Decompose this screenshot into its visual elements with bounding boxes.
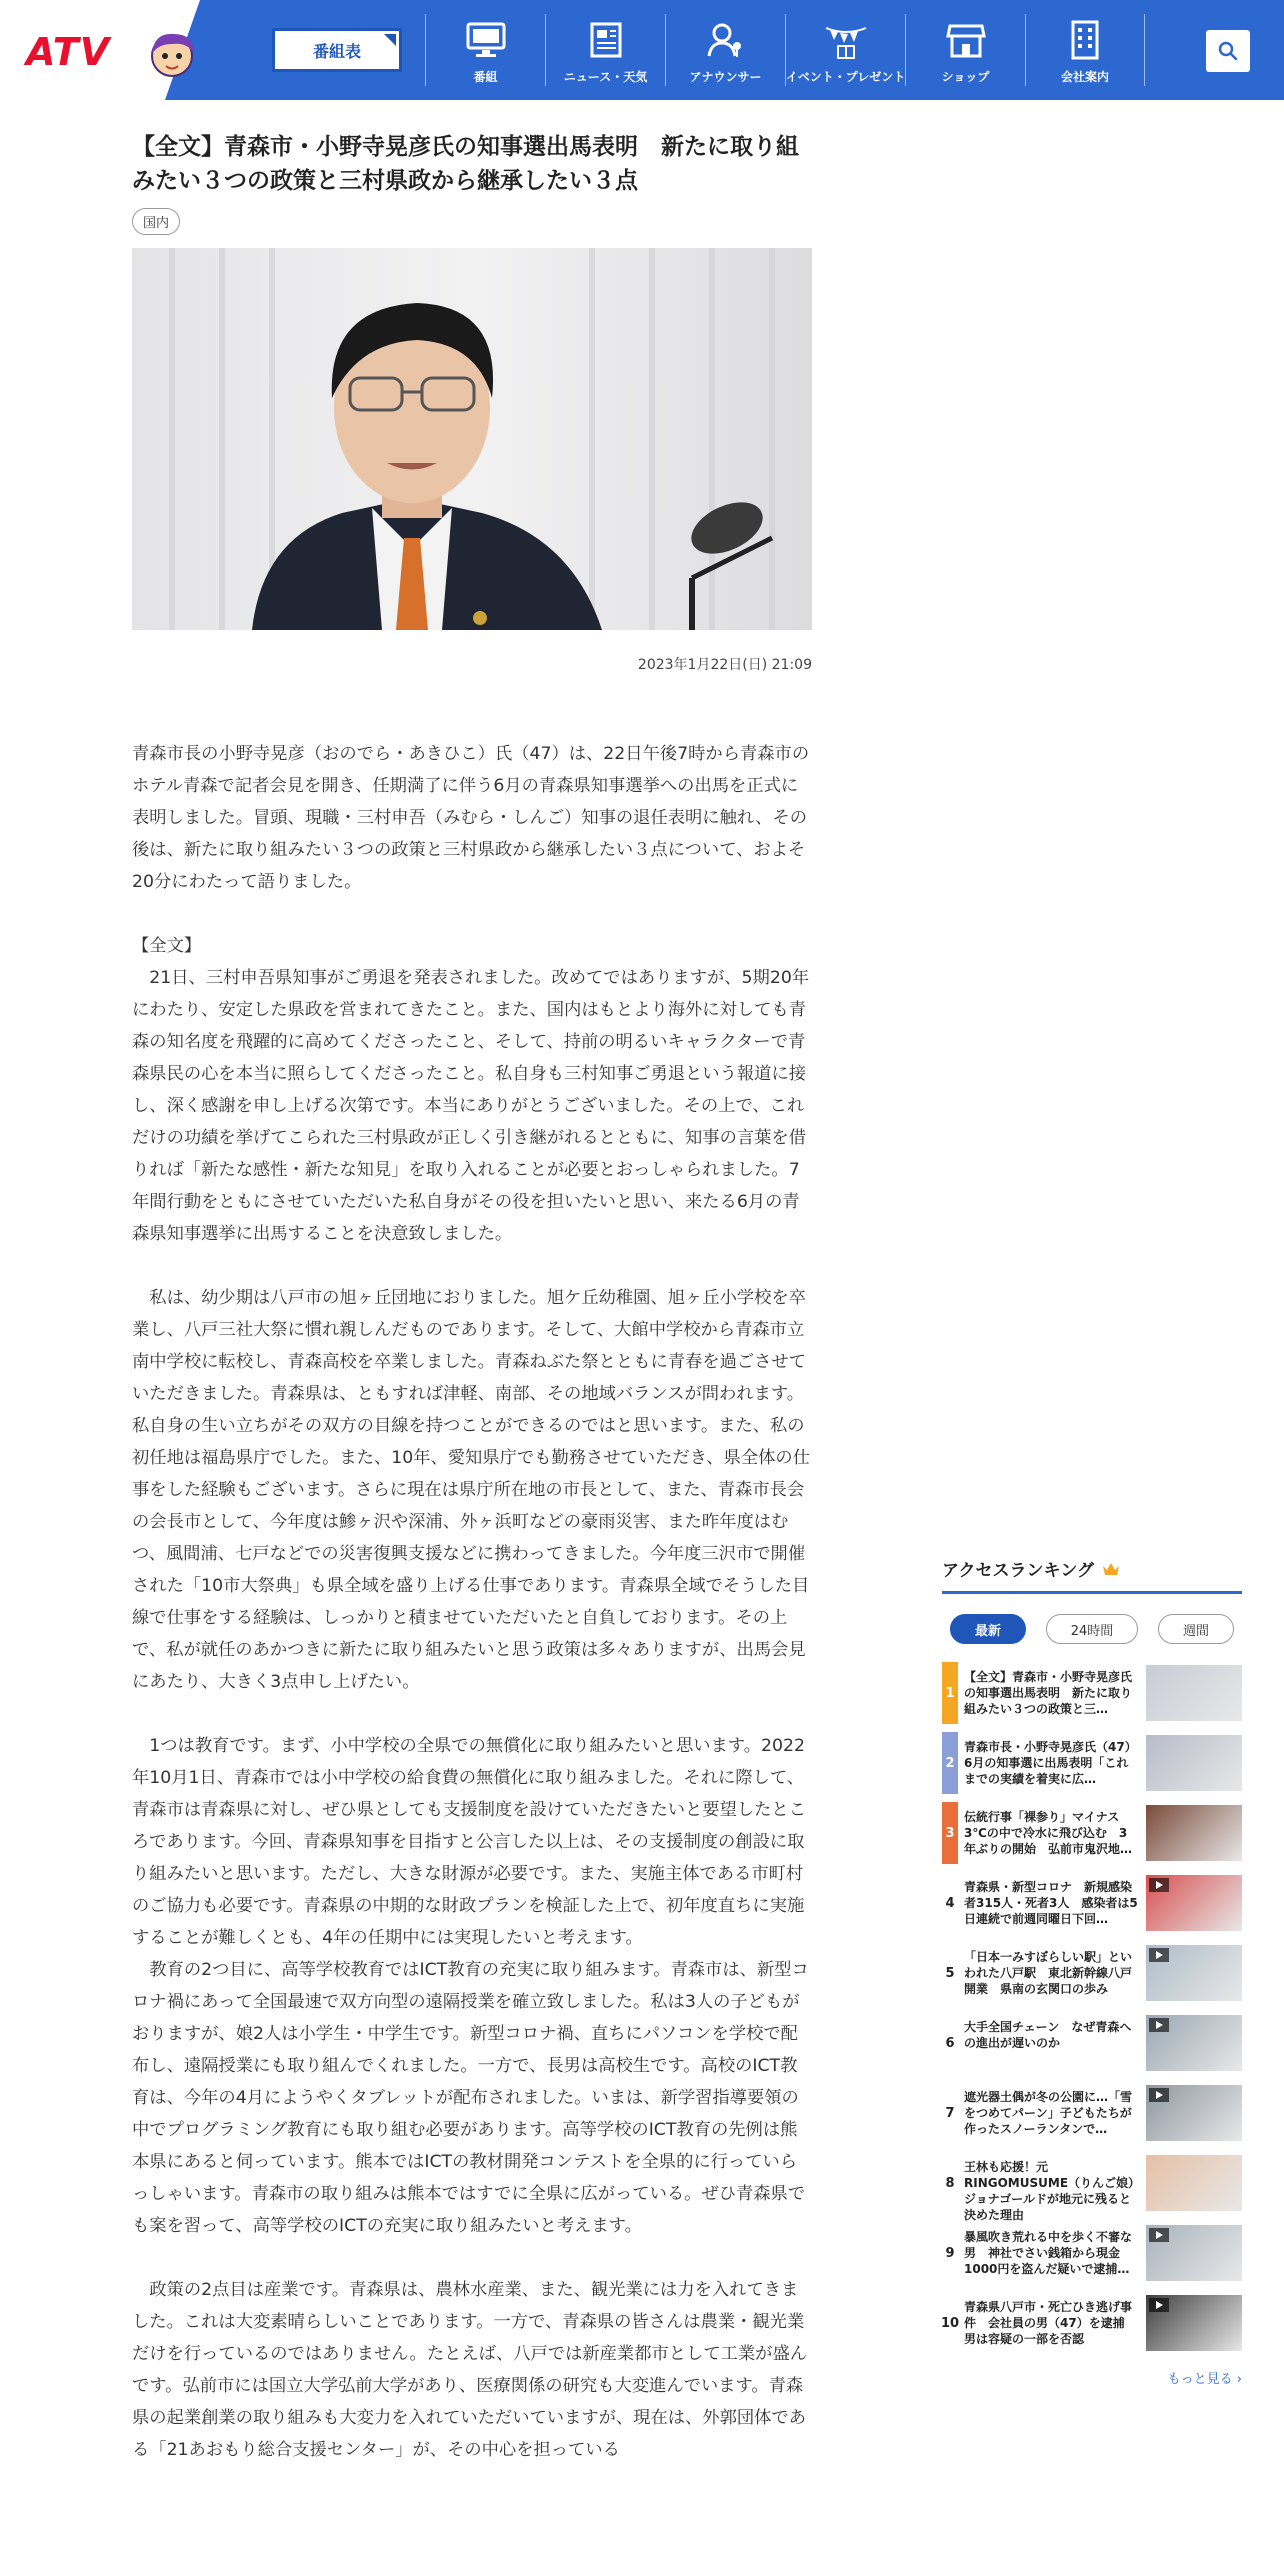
play-icon [1149, 2018, 1169, 2032]
nav-item-news-weather[interactable] [545, 14, 665, 86]
play-icon [1149, 2228, 1169, 2242]
article-paragraph: 教育の2つ目に、高等学校教育ではICT教育の充実に取り組みます。青森市は、新型コロナ禍にあって全国最速で双方向型の遠隔授業を確立致しました。私は3人の子どもがおりますが、娘2人は小学生・中学生です。新型コロナ禍、直ちにパソコンを学校で配布し、遠隔授業にも取り組んでくれました。一方で、長男は高校生です。高校のICT教育は、今年の4月にようやくタブレットが配布されました。いまは、新学習指導要領の中でプログラミング教育にも取り組む必要があります。高等学校のICT教育の先例は熊本県にあると伺っています。熊本ではICTの教材開発コンテストを全県的に行っていらっしゃいます。青森市の取り組みは熊本ではすでに全県に広がっている。ぜひ青森県でも案を習って、高等学校のICTの充実に取り組みたいと考えます。 [132, 1960, 809, 2236]
play-icon [1149, 2298, 1169, 2312]
ranking-item[interactable] [942, 1798, 1242, 1868]
rank-number: 10 [940, 2315, 960, 2331]
rank-headline: 「日本一みすぼらしい駅」といわれた八戸駅 東北新幹線八戸開業 県南の玄関口の歩み [964, 1950, 1133, 1996]
article [132, 130, 812, 2460]
publish-date: 2023年1月22日(日) 21:09 [637, 657, 812, 673]
nav-item-announcers[interactable] [665, 14, 785, 86]
rank-number: 7 [945, 2105, 955, 2121]
corner-marker [384, 34, 396, 46]
rank-thumbnail [1146, 1875, 1242, 1931]
ranking-item[interactable] [942, 2008, 1242, 2078]
rank-number: 4 [945, 1895, 955, 1911]
tab-latest[interactable]: 最新 [950, 1614, 1026, 1644]
article-body [132, 738, 812, 2498]
nav-label: ニュース・天気 [563, 70, 648, 84]
rank-number: 2 [942, 1732, 958, 1794]
rank-thumbnail [1146, 2015, 1242, 2071]
nav-item-shop[interactable] [905, 14, 1025, 86]
atv-logo[interactable] [26, 22, 206, 82]
access-ranking [942, 1556, 1242, 2387]
rank-thumbnail [1146, 1805, 1242, 1861]
rank-thumbnail [1146, 2295, 1242, 2351]
rank-number: 8 [945, 2175, 955, 2191]
rank-headline: 青森県八戸市・死亡ひき逃げ事件 会社員の男（47）を逮捕 男は容疑の一部を否認 [964, 2300, 1137, 2346]
announcer-icon [704, 18, 748, 62]
more-label: もっと見る [1167, 2372, 1233, 2387]
article-photo [132, 248, 812, 630]
search-icon [1217, 40, 1239, 62]
article-paragraph: 1つは教育です。まず、小中学校の全県での無償化に取り組みたいと思います。2022年10月1日、青森市では小中学校の給食費の無償化に取り組みました。それに際して、青森市は青森県に対し、ぜひ県としても支援制度を設けていただきたいと要望したところであります。今回、青森県知事を目指すと公言した以上は、その支援制度の創設に取り組みたいと思います。ただし、大きな財源が必要です。また、実施主体である市町村のご協力も必要です。青森県の中期的な財政プランを検証した上で、初年度直ちに実施することが難しくとも、4年の任期中には実現したいと考えます。 [132, 1736, 806, 1948]
ranking-heading [942, 1556, 1242, 1594]
rank-headline: 伝統行事「裸参り」マイナス3℃の中で冷水に飛び込む 3年ぶりの開始 弘前市鬼沢地… [964, 1810, 1133, 1856]
nav-label: イベント・プレゼント [785, 70, 906, 84]
mascot-icon [144, 26, 200, 82]
ranking-item[interactable] [942, 1938, 1242, 2008]
search-button[interactable] [1206, 30, 1250, 72]
article-paragraph: 私は、幼少期は八戸市の旭ヶ丘団地におりました。旭ケ丘幼稚園、旭ヶ丘小学校を卒業し、八戸三社大祭に慣れ親しんだものであります。そして、大館中学校から青森市立南中学校に転校し、青森高校を卒業しました。青森ねぶた祭とともに青春を過ごさせていただきました。青森県は、ともすれば津軽、南部、その地域バランスが問われます。私自身の生い立ちがその双方の目線を持つことができるのではと思います。また、私の初任地は福島県庁でした。また、10年、愛知県庁でも勤務させていただき、県全体の仕事をした経験もございます。さらに現在は県庁所在地の市長として、また、青森市長会の会長市として、今年度は鯵ヶ沢や深浦、外ヶ浜町などの豪雨災害、また昨年度はむつ、風間浦、七戸などでの災害復興支援などに携わってきました。今年度三沢市で開催された「10市大祭典」も県全域を盛り上げる仕事であります。青森県全域でそうした目線で仕事をする経験は、しっかりと積ませていただいたと自負しております。その上で、私が就任のあかつきに新たに取り組みたいと思う政策は多々ありますが、出馬会見にあたり、大きく3点申し上げたい。 [132, 1288, 810, 1692]
program-guide-button[interactable] [272, 28, 402, 72]
nav-label: ショップ [941, 70, 990, 84]
rank-headline: 青森市長・小野寺晃彦氏（47）6月の知事選に出馬表明「これまでの実績を着実に広… [964, 1740, 1137, 1786]
main-nav [425, 14, 1145, 86]
rank-headline: 王林も応援！元RINGOMUSUME（りんご娘）ジョナゴールドが地元に残ると決めた理由 [964, 2160, 1135, 2222]
ranking-title: アクセスランキング [942, 1561, 1094, 1581]
site-header [0, 0, 1284, 100]
rank-number: 3 [942, 1802, 958, 1864]
tv-icon [464, 18, 508, 62]
press-conference-image [132, 248, 812, 630]
rank-thumbnail [1146, 1945, 1242, 2001]
nav-label: 番組 [473, 70, 498, 84]
event-flag-icon [824, 18, 868, 62]
building-icon [1063, 18, 1107, 62]
ranking-tabs [942, 1614, 1242, 1644]
ranking-item[interactable] [942, 2078, 1242, 2148]
tab-weekly[interactable]: 週間 [1158, 1614, 1234, 1644]
ranking-item[interactable] [942, 2148, 1242, 2222]
nav-item-programs[interactable] [425, 14, 545, 86]
play-icon [1149, 1878, 1169, 1892]
newspaper-icon [584, 18, 628, 62]
rank-number: 9 [945, 2245, 955, 2261]
rank-headline: 大手全国チェーン なぜ青森への進出が遅いのか [964, 2020, 1132, 2050]
nav-item-events[interactable] [785, 14, 905, 86]
nav-item-company[interactable] [1025, 14, 1145, 86]
rank-thumbnail [1146, 2225, 1242, 2281]
ranking-list [942, 1658, 1242, 2358]
more-link[interactable] [942, 2368, 1242, 2387]
ranking-item[interactable] [942, 2288, 1242, 2358]
article-paragraph: 政策の2点目は産業です。青森県は、農林水産業、また、観光業には力を入れてきました。これは大変素晴らしいことであります。一方で、青森県の皆さんは農業・観光業だけを行っているのではありません。たとえば、八戸では新産業都市として工業が盛んです。弘前市には国立大学弘前大学があり、医療関係の研究も大変進んでいます。青森県の起業創業の取り組みも大変力を入れていただいていますが、現在は、外郭団体である「21あおもり総合支援センター」が、その中心を担っている [132, 2280, 808, 2460]
rank-thumbnail [1146, 1735, 1242, 1791]
nav-label: 会社案内 [1060, 70, 1109, 84]
rank-headline: 青森県・新型コロナ 新規感染者315人・死者3人 感染者は5日連続で前週同曜日下回… [964, 1880, 1138, 1926]
article-title: 【全文】青森市・小野寺晃彦氏の知事選出馬表明 新たに取り組みたい３つの政策と三村県政から継承したい３点 [132, 134, 799, 194]
shop-icon [944, 18, 988, 62]
rank-headline: 【全文】青森市・小野寺晃彦氏の知事選出馬表明 新たに取り組みたい３つの政策と三… [964, 1670, 1133, 1716]
rank-headline: 遮光器土偶が冬の公園に…「雪をつめてパーン」子どもたちが作ったスノーランタンで… [964, 2090, 1133, 2136]
play-icon [1149, 1948, 1169, 1962]
ranking-item[interactable] [942, 1868, 1242, 1938]
rank-thumbnail [1146, 2085, 1242, 2141]
ranking-item[interactable] [942, 1658, 1242, 1728]
article-paragraph: 【全文】 21日、三村申吾県知事がご勇退を発表されました。改めてではありますが、5期20年にわたり、安定した県政を営まれてきたこと。また、国内はもとより海外に対しても青森の知名度を飛躍的に高めてくださったこと、そして、持前の明るいキャラクターで青森県民の心を本当に照らしてくださったこと。私自身も三村知事ご勇退という報道に接し、深く感謝を申し上げる次第です。本当にありがとうございました。その上で、これだけの功績を挙げてこられた三村県政が正しく引き継がれるとともに、知事の言葉を借りれば「新たな感性・新たな知見」を取り入れることが必要とおっしゃられました。7年間行動をともにさせていただいた私自身がその役を担いたいと思い、来たる6月の青森県知事選挙に出馬することを決意致しました。 [132, 936, 810, 1244]
program-guide-label: 番組表 [312, 41, 361, 61]
rank-thumbnail [1146, 1665, 1242, 1721]
crown-icon [1102, 1562, 1120, 1576]
rank-thumbnail [1146, 2155, 1242, 2211]
article-paragraph: 青森市長の小野寺晃彦（おのでら・あきひこ）氏（47）は、22日午後7時から青森市のホテル青森で記者会見を開き、任期満了に伴う6月の青森県知事選挙への出馬を正式に表明しました。冒頭、現職・三村申吾（みむら・しんご）知事の退任表明に触れ、その後は、新たに取り組みたい３つの政策と三村県政から継承したい３点について、およそ20分にわたって語りました。 [132, 744, 810, 892]
ranking-item[interactable] [942, 1728, 1242, 1798]
nav-label: アナウンサー [689, 70, 762, 84]
rank-headline: 暴風吹き荒れる中を歩く不審な男 神社でさい銭箱から現金1000円を盗んだ疑いで逮捕… [964, 2230, 1133, 2276]
ranking-item[interactable] [942, 2218, 1242, 2288]
rank-number: 1 [942, 1662, 958, 1724]
category-tag[interactable]: 国内 [132, 208, 180, 235]
chevron-right-icon: › [1236, 2372, 1242, 2387]
tab-24hours[interactable]: 24時間 [1046, 1614, 1138, 1644]
rank-number: 5 [945, 1965, 955, 1981]
logo-text: ATV [26, 30, 111, 74]
rank-number: 6 [945, 2035, 955, 2051]
play-icon [1149, 2088, 1169, 2102]
